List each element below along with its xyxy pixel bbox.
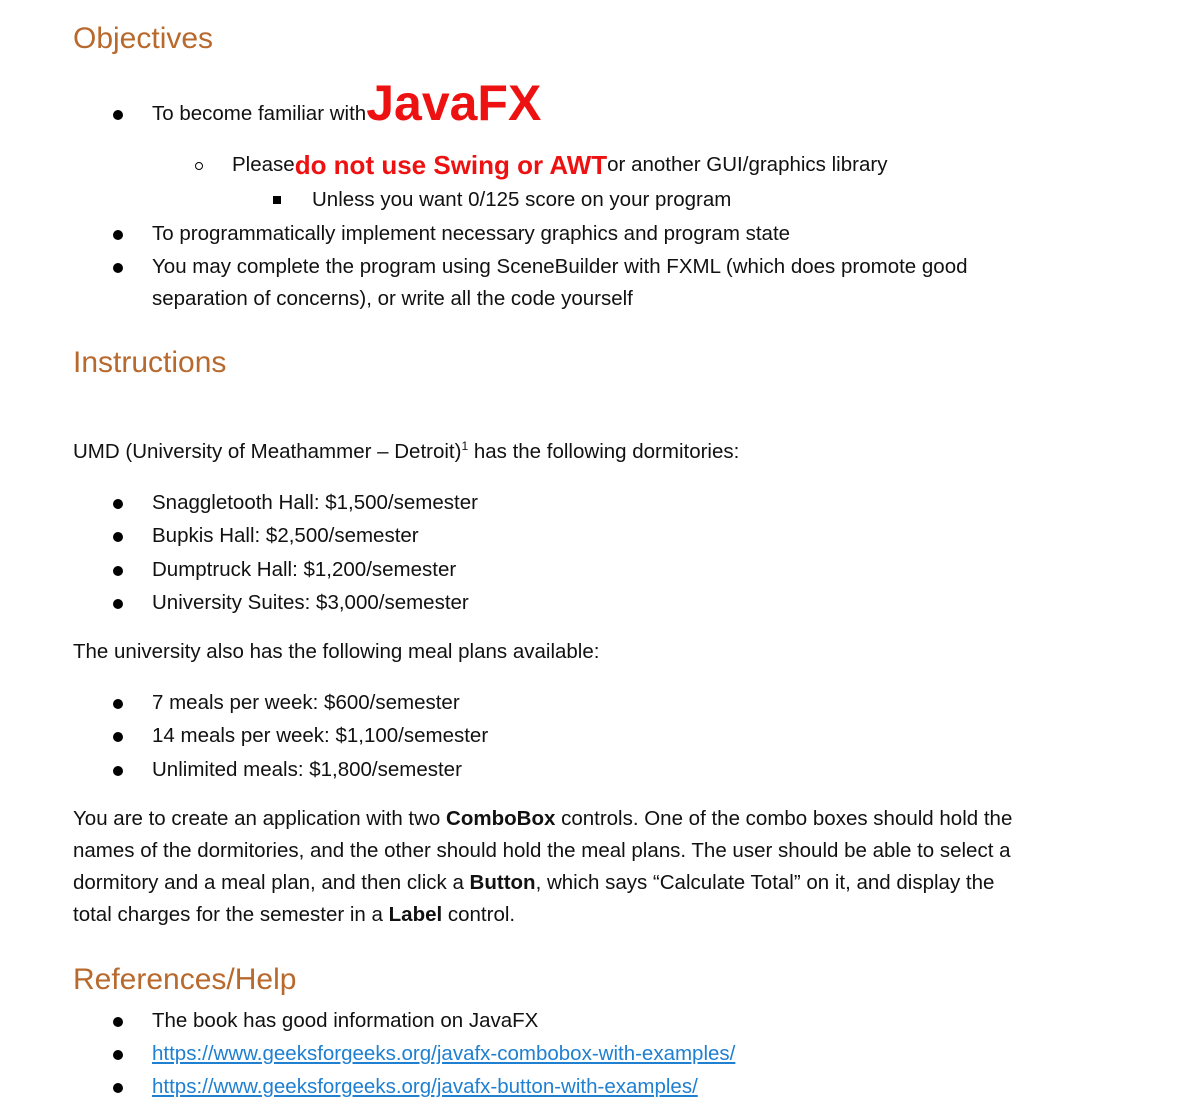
instructions-heading: Instructions (73, 346, 227, 379)
dorm-item: Dumptruck Hall: $1,200/semester (152, 558, 457, 581)
bullet-icon (113, 230, 123, 240)
reference-link-button[interactable]: https://www.geeksforgeeks.org/javafx-button-with-examples/ (152, 1075, 698, 1098)
objective-scenebuilder-line1: You may complete the program using SceneBuilder with FXML (which does promote good (152, 255, 968, 278)
bullet-icon (113, 1017, 123, 1027)
dorm-intro-suffix: has the following dormitories: (468, 440, 740, 463)
bullet-icon (113, 499, 123, 509)
dorm-intro (73, 439, 740, 463)
reference-book: The book has good information on JavaFX (152, 1009, 539, 1032)
objective-scenebuilder-line2: separation of concerns), or write all the code yourself (152, 287, 633, 310)
bullet-icon (113, 699, 123, 709)
bullet-icon (113, 532, 123, 542)
dorm-item: Bupkis Hall: $2,500/semester (152, 524, 419, 547)
reference-link-combobox[interactable]: https://www.geeksforgeeks.org/javafx-combobox-with-examples/ (152, 1042, 736, 1065)
task-text: control. (442, 903, 516, 926)
dorm-item: Snaggletooth Hall: $1,500/semester (152, 491, 478, 514)
bullet-icon (113, 599, 123, 609)
task-text: You are to create an application with two (73, 807, 447, 830)
footnote-marker: 1 (461, 439, 469, 453)
combobox-term: ComboBox (446, 807, 556, 830)
dorm-intro-prefix: UMD (University of Meathammer – Detroit) (73, 440, 462, 463)
objective-graphics: To programmatically implement necessary graphics and program state (152, 222, 791, 245)
dorm-item: University Suites: $3,000/semester (152, 591, 469, 614)
meal-intro: The university also has the following meal plans available: (73, 640, 600, 663)
task-paragraph-line1 (73, 809, 1012, 830)
task-text: , which says “Calculate Total” on it, and display the (535, 871, 995, 894)
bullet-icon (113, 566, 123, 576)
meal-item: Unlimited meals: $1,800/semester (152, 758, 462, 781)
bullet-icon (113, 1083, 123, 1093)
label-term: Label (388, 903, 443, 926)
objective-no-swing (232, 150, 887, 180)
bullet-icon (113, 732, 123, 742)
square-bullet-icon (273, 196, 281, 204)
task-paragraph-line4 (73, 905, 515, 926)
task-paragraph-line3 (73, 873, 994, 894)
bullet-icon (113, 1050, 123, 1060)
no-swing-prefix: Please (232, 152, 295, 176)
no-swing-emphasis: do not use Swing or AWT (294, 150, 608, 180)
meal-item: 7 meals per week: $600/semester (152, 691, 460, 714)
task-text: controls. One of the combo boxes should hold the (555, 807, 1013, 830)
bullet-icon (113, 110, 123, 120)
objectives-heading: Objectives (73, 22, 214, 55)
objective-javafx-prefix: To become familiar with (152, 101, 367, 125)
objective-javafx (152, 75, 542, 131)
javafx-emphasis: JavaFX (366, 75, 542, 131)
button-term: Button (469, 871, 536, 894)
references-heading: References/Help (73, 963, 297, 996)
bullet-icon (113, 263, 123, 273)
task-paragraph-line2: names of the dormitories, and the other should hold the meal plans. The user should be able to select a (73, 839, 1011, 862)
meal-item: 14 meals per week: $1,100/semester (152, 724, 489, 747)
task-text: total charges for the semester in a (73, 903, 389, 926)
task-text: dormitory and a meal plan, and then click a (73, 871, 470, 894)
no-swing-suffix: or another GUI/graphics library (607, 152, 888, 176)
objective-score-warning: Unless you want 0/125 score on your program (312, 188, 732, 211)
bullet-icon (113, 766, 123, 776)
circle-bullet-icon (195, 162, 203, 170)
